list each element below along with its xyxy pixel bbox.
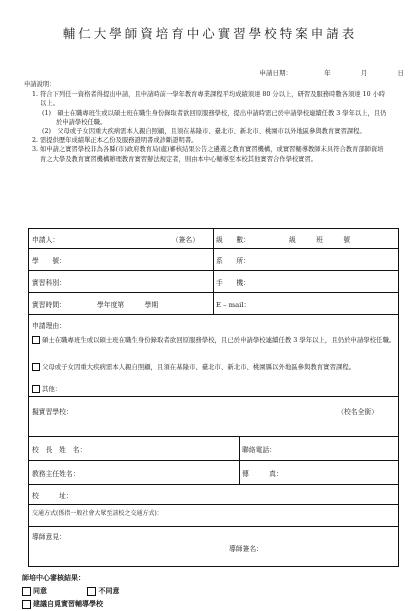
instruction-item: 1. 符合下列任一資格者得提出申請，且申請時前一學年教育專業課程平均成績須達 80 分以上，研習及服務時數各須達 10 小時以上。 [32, 91, 386, 108]
email-label: E – mail： [216, 300, 251, 309]
checkbox[interactable] [32, 363, 40, 371]
checkbox[interactable] [22, 600, 31, 609]
agree-label: 同意 [33, 586, 47, 595]
fax-cell[interactable] [239, 461, 398, 484]
form-row-student [29, 249, 398, 271]
form-row-subject [29, 271, 398, 293]
instructions [24, 80, 388, 164]
department-label: 系 所： [216, 256, 250, 265]
suggest-option[interactable] [22, 597, 252, 610]
reason-option-1-text: 碩士在職專班生或以碩士班在職生身份錄取者欲回原服務學校，且已於申請學校連續任教 3 學年以上，且仍於申請學校任職。 [42, 336, 396, 344]
email-cell[interactable] [213, 293, 398, 314]
period-cell[interactable] [29, 293, 213, 314]
reason-option-2-text: 父母或子女因重大疾病需本人親自照顧，且須在基隆市、臺北市、新北市、桃園縣以外地區參與教育實習課程。 [42, 363, 356, 371]
form-row-director [29, 461, 398, 485]
mobile-cell[interactable] [213, 271, 398, 292]
department-cell[interactable] [213, 249, 398, 270]
address-label: 校 址： [32, 491, 73, 500]
school-cell[interactable] [29, 397, 398, 436]
class-unit-label: 級 班 號 [289, 235, 351, 244]
disagree-label: 不同意 [98, 586, 120, 595]
reason-label: 申請理由： [32, 322, 66, 330]
director-cell[interactable] [29, 461, 239, 484]
review-heading: 師培中心審核結果： [22, 573, 85, 582]
form-title: 輔仁大學師資培育中心實習學校特案申請表 [62, 26, 358, 41]
grade-cell[interactable] [213, 229, 398, 248]
checkbox[interactable] [22, 587, 31, 596]
date-label: 申請日期： [259, 69, 293, 77]
review-options-row [22, 584, 252, 597]
principal-cell[interactable] [29, 437, 239, 460]
transport-cell[interactable] [29, 505, 398, 526]
student-id-label: 學 號： [32, 256, 66, 265]
review-result [22, 571, 252, 610]
form-row-period [29, 293, 398, 315]
address-cell[interactable] [29, 485, 398, 504]
school-note: （校名全銜） [337, 408, 378, 416]
period-value: 學年度第 學期 [97, 300, 159, 309]
instruction-item: 3. 如申請之實習學校非為各縣(市)政府教育局(處)審核結果公告之遴選之教育實習機構，或實習輔導教師未具符合教育部師資培育之大學及教育實習機構辦理教育實習辦法規定者，則由本中心輔導至本校其他實習合作學校實習。 [32, 146, 384, 163]
instruction-item: 2. 需提供歷年成績單正本乙份及服務證明書或診斷證明書。 [32, 137, 198, 145]
date-month: 月 [360, 69, 368, 77]
form-row-transport [29, 505, 398, 527]
form-row-school [29, 397, 398, 437]
checkbox[interactable] [32, 336, 40, 344]
reason-option-1[interactable] [32, 334, 401, 347]
advisor-opinion-cell[interactable] [29, 527, 398, 566]
checkbox[interactable] [87, 587, 96, 596]
student-id-cell[interactable] [29, 249, 213, 270]
director-label: 教務主任姓名： [32, 469, 80, 478]
date-day: 日 [397, 69, 404, 77]
phone-cell[interactable] [239, 437, 398, 460]
application-form [28, 228, 399, 567]
applicant-label: 申請人： [32, 235, 60, 244]
application-date [260, 68, 404, 77]
seal-label: （簽名） [171, 235, 199, 244]
reason-option-3-text: 其他： [42, 385, 62, 393]
form-row-reason [29, 315, 398, 397]
phone-label: 聯絡電話： [242, 445, 276, 454]
date-year: 年 [324, 69, 331, 77]
subject-cell[interactable] [29, 271, 213, 292]
suggest-label: 建議自覓實習輔導學校 [33, 599, 103, 608]
mobile-label: 手 機： [216, 278, 250, 287]
reason-option-2[interactable] [32, 361, 401, 374]
form-row-principal [29, 437, 398, 461]
reason-option-3[interactable] [32, 384, 61, 393]
instruction-sub-item: (2) 父母或子女因重大疾病需本人親自照顧，且須在基隆市、臺北市、新北市、桃園市以外地區參與教育實習課程。 [42, 128, 366, 136]
subject-label: 實習科別： [32, 278, 66, 287]
form-row-address [29, 485, 398, 505]
instruction-sub-item: (1) 碩士在職專班生或以碩士班在職生身份錄取者欲回原服務學校，提出申請時需已於申請學校連續任教 3 學年以上，且仍於申請學校任職。 [42, 109, 387, 126]
fax-label: 傳 真： [242, 469, 283, 478]
school-label: 擬實習學校： [32, 408, 73, 416]
period-label: 實習時間： [32, 300, 66, 309]
grade-label: 級 數： [216, 235, 250, 244]
agree-option[interactable] [22, 587, 47, 595]
transport-label: 交通方式(係指一般社會大眾至該校之交通方式)： [32, 510, 163, 517]
principal-label: 校 長 姓 名： [32, 445, 87, 454]
disagree-option[interactable] [87, 587, 119, 595]
form-row-applicant [29, 229, 398, 249]
advisor-sign-label: 導師簽名： [229, 545, 263, 553]
advisor-opinion-label: 導師意見： [32, 533, 66, 541]
form-row-advisor [29, 527, 398, 566]
applicant-cell[interactable] [29, 229, 213, 248]
checkbox[interactable] [32, 385, 40, 393]
instructions-heading: 申請說明： [24, 81, 56, 88]
